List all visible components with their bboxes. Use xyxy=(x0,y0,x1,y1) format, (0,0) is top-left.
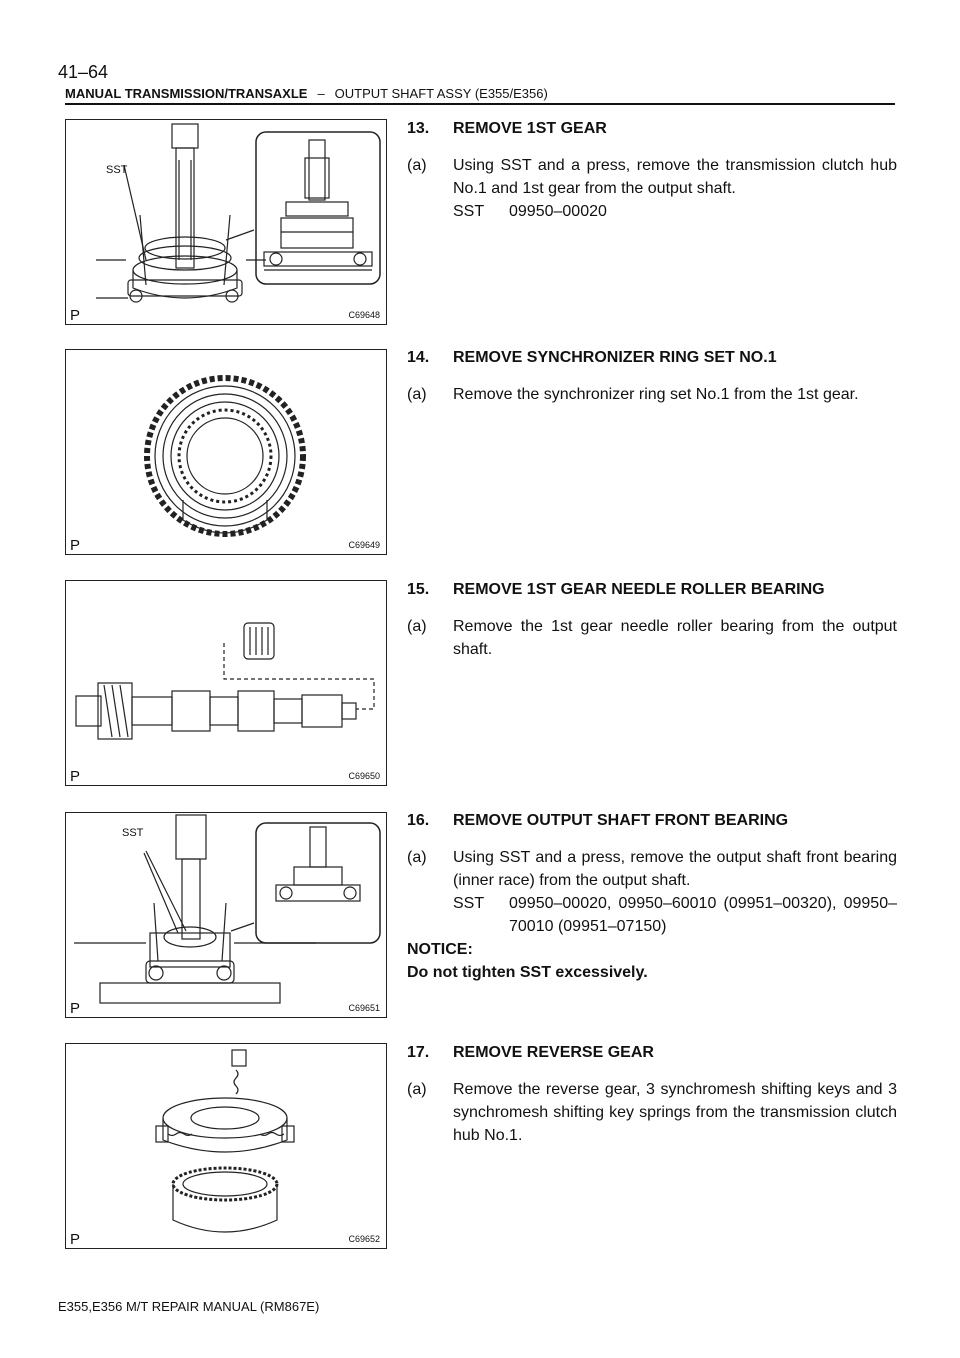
step-title: 16. REMOVE OUTPUT SHAFT FRONT BEARING xyxy=(407,812,789,829)
figure-code: C69650 xyxy=(348,771,380,781)
header-dash: – xyxy=(317,86,325,101)
sst-line: SST 09950–00020, 09950–60010 (09951–00320), 09950–70010 (09951–07150) xyxy=(453,895,897,935)
notice-title: NOTICE: xyxy=(407,941,473,958)
figure-needle-bearing xyxy=(65,580,387,786)
figure-code: C69651 xyxy=(348,1003,380,1013)
figure-3-illustration xyxy=(66,581,388,787)
page-number: 41–64 xyxy=(58,62,109,82)
figure-corner-mark: P xyxy=(70,537,81,554)
figure-corner-mark: P xyxy=(70,1000,81,1017)
figure-5-illustration xyxy=(66,1044,388,1250)
figure-remove-1st-gear xyxy=(65,119,387,325)
sst-line: SST 09950–00020 xyxy=(453,203,607,220)
step-instruction: (a) Remove the reverse gear, 3 synchromesh shifting keys and 3 synchromesh shifting key springs from the transmission clutch hub No.1. xyxy=(407,1081,897,1144)
step-title: 14. REMOVE SYNCHRONIZER RING SET NO.1 xyxy=(407,349,777,366)
figure-1-illustration xyxy=(66,120,388,326)
figure-code: C69649 xyxy=(348,540,380,550)
page-footer: E355,E356 M/T REPAIR MANUAL (RM867E) xyxy=(58,1299,320,1314)
figure-2-illustration xyxy=(66,350,388,556)
notice-text: Do not tighten SST excessively. xyxy=(407,964,648,981)
section-title: MANUAL TRANSMISSION/TRANSAXLE xyxy=(65,86,308,101)
step-16 xyxy=(407,809,897,984)
step-14 xyxy=(407,346,897,406)
step-instruction: (a) Using SST and a press, remove the output shaft front bearing (inner race) from the output shaft. SST 09950–00020, 09950–60010 (09951–00320), 09950–70010 (09951–07150) xyxy=(407,846,897,938)
step-title: 13. REMOVE 1ST GEAR xyxy=(407,120,607,137)
header-rule xyxy=(65,103,895,105)
step-title: 17. REMOVE REVERSE GEAR xyxy=(407,1044,654,1061)
step-13 xyxy=(407,117,897,223)
figure-code: C69652 xyxy=(348,1234,380,1244)
figure-code: C69648 xyxy=(348,310,380,320)
subsection-title: OUTPUT SHAFT ASSY (E355/E356) xyxy=(334,86,548,101)
figure-corner-mark: P xyxy=(70,768,81,785)
sst-label: SST xyxy=(122,827,144,839)
step-title: 15. REMOVE 1ST GEAR NEEDLE ROLLER BEARING xyxy=(407,581,825,598)
figure-corner-mark: P xyxy=(70,1231,81,1248)
step-instruction: (a) Remove the 1st gear needle roller bearing from the output shaft. xyxy=(407,618,897,658)
step-instruction: (a) Remove the synchronizer ring set No.1 from the 1st gear. xyxy=(407,386,859,403)
figure-front-bearing xyxy=(65,812,387,1018)
step-15 xyxy=(407,578,897,661)
step-17 xyxy=(407,1041,897,1147)
figure-corner-mark: P xyxy=(70,307,81,324)
sst-label: SST xyxy=(106,164,128,176)
figure-reverse-gear xyxy=(65,1043,387,1249)
figure-4-illustration xyxy=(66,813,388,1019)
figure-synchronizer-ring xyxy=(65,349,387,555)
step-instruction: (a) Using SST and a press, remove the transmission clutch hub No.1 and 1st gear from the output shaft. SST 09950–00020 xyxy=(407,154,897,223)
section-header xyxy=(65,86,895,101)
